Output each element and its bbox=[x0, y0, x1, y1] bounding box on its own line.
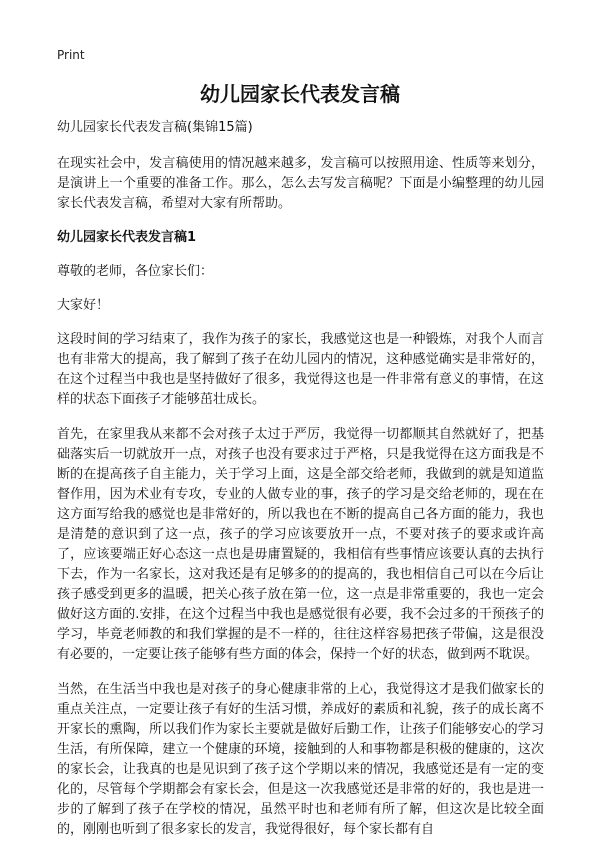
page-title: 幼儿园家长代表发言稿 bbox=[200, 82, 400, 106]
body-paragraph: 这段时间的学习结束了，我作为孩子的家长，我感觉这也是一种锻炼，对我个人而言也有非常大的提高，我了解到了孩子在幼儿园内的情况，这种感觉确实是非常好的，在这个过程当中我也是坚持做好了很多，我觉得这也是一件非常有意义的事情，在这样的状态下面孩子才能够茁壮成长。 bbox=[57, 332, 544, 407]
body-paragraph: 当然，在生活当中我也是对孩子的身心健康非常的上心，我觉得这才是我们做家长的重点关注点，一定要让孩子有好的生活习惯，养成好的素质和礼貌，孩子的成长离不开家长的熏陶，所以我们作为家长主要就是做好后勤工作，让孩子们能够安心的学习生活，有所保障，建立一个健康的环境，接触到的人和事物都是积极的健康的，这次的家长会，让我真的也是见识到了孩子这个学期以来的情况，我感觉还是有一定的变化的，尽管每个学期都会有家长会，但是这一次我感觉还是非常的好的，我也是进一步的了解到了孩子在学校的情况，虽然平时也和老师有所了解，但这次是比较全面的，刚刚也听到了很多家长的发言，我觉得很好，每个家长都有自 bbox=[57, 682, 544, 837]
intro-paragraph: 在现实社会中，发言稿使用的情况越来越多，发言稿可以按照用途、性质等来划分，是演讲上一个重要的准备工作。那么，怎么去写发言稿呢？下面是小编整理的幼儿园家长代表发言稿，希望对大家有所帮助。 bbox=[57, 156, 544, 211]
body-paragraph: 首先，在家里我从来都不会对孩子太过于严厉，我觉得一切都顺其自然就好了，把基础落实后一切就放开一点，对孩子也没有要求过于严格，只是我觉得在这方面我是不断的在提高孩子自主能力，关于学习上面，这是全部交给老师，我做到的就是知道监督作用，因为术业有专攻，专业的人做专业的事，孩子的学习是交给老师的，现在在这方面写给我的感觉也是非常好的，所以我也在不断的提高自己各方面的能力，我也是清楚的意识到了这一点，孩子的学习应该要放开一点，不要对孩子的要求或许高了，应该要端正好心态这一点也是毋庸置疑的，我相信有些事情应该要认真的去执行下去，作为一名家长，这对我还是有足够多的的提高的，我也相信自己可以在今后让孩子感受到更多的温暖，把关心孩子放在第一位，这一点是非常重要的，我也一定会做好这方面的.安排，在这个过程当中我也是感觉很有必要，我不会过多的干预孩子的学习，毕竟老师教的和我们掌握的是不一样的，往往这样容易把孩子带偏，这是很没有必要的，一定要让孩子能够有些方面的体会，保持一个好的状态，做到两不耽误。 bbox=[57, 427, 544, 662]
document-subtitle: 幼儿园家长代表发言稿(集锦15篇) bbox=[57, 120, 253, 135]
salutation: 尊敬的老师，各位家长们： bbox=[57, 264, 214, 279]
print-label: Print bbox=[57, 48, 85, 62]
greeting: 大家好！ bbox=[57, 298, 110, 313]
document-body bbox=[57, 118, 544, 855]
section-heading: 幼儿园家长代表发言稿1 bbox=[57, 230, 197, 245]
